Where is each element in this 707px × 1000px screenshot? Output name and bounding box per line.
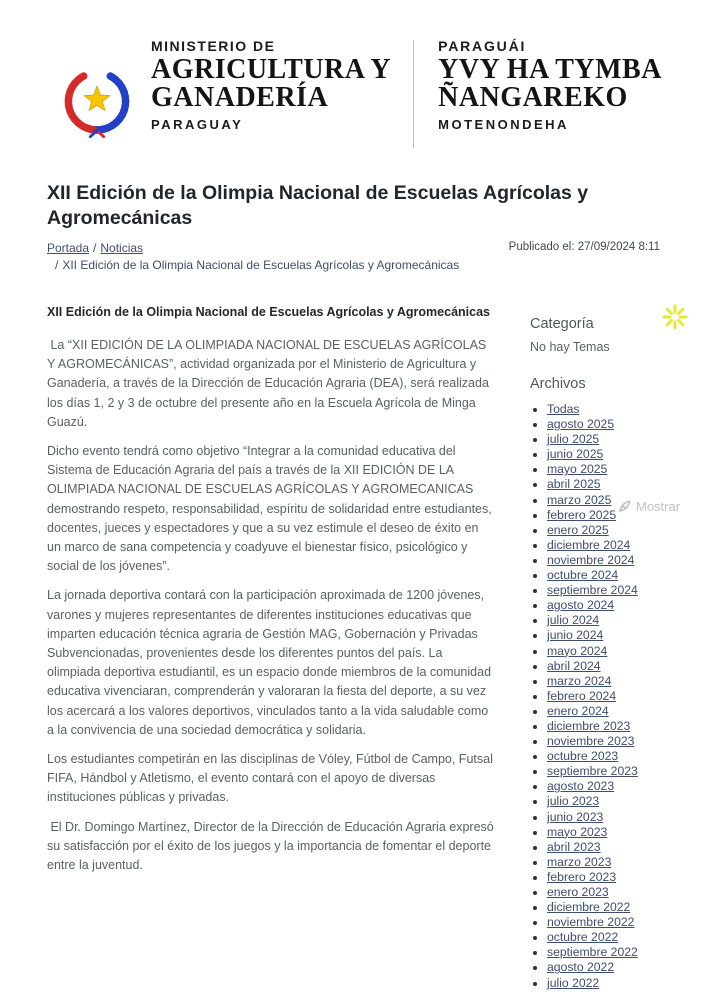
archive-link[interactable]: noviembre 2024 <box>547 552 635 567</box>
category-empty-text: No hay Temas <box>530 340 610 354</box>
archive-link[interactable]: septiembre 2024 <box>547 583 638 598</box>
archive-list-item <box>547 764 660 779</box>
archive-list-item <box>547 794 660 809</box>
archive-link[interactable]: agosto 2024 <box>547 598 615 613</box>
ministry-name-line1: AGRICULTURA Y <box>151 54 392 85</box>
archive-list-item <box>547 689 660 704</box>
archive-link[interactable]: mayo 2025 <box>547 462 608 477</box>
archive-link[interactable]: febrero 2024 <box>547 688 617 703</box>
archive-link[interactable]: julio 2024 <box>547 613 600 628</box>
accessibility-widget-button[interactable] <box>661 303 689 331</box>
sidebar <box>530 304 660 1000</box>
archive-link[interactable]: julio 2023 <box>547 794 600 809</box>
archive-list-item <box>547 462 660 477</box>
archive-list-item <box>547 779 660 794</box>
archive-link[interactable]: septiembre 2022 <box>547 945 638 960</box>
article-paragraph: La jornada deportiva contará con la participación aproximada de 1200 jóvenes, varones y mujeres representantes de diferentes instituciones educativas que imparten educación técnica agraria de Gestión MAG, Gobernación y Privadas Subvencionadas, provenientes desde los diferentes puntos del país. La olimpiada deportiva estudiantil, es un espacio donde miembros de la comunidad educativa vivenciaran, comprenderán y valoraran la fiesta del deporte, a su vez los acercará a los valores deportivos, vinculados tanto a la vida saludable como a la convivencia de una sociedad democrática y solidaria. <box>47 588 492 737</box>
archive-link[interactable]: julio 2025 <box>547 432 600 447</box>
guarani-name-line1: YVY HA TYMBA <box>438 54 662 85</box>
archive-list-item <box>547 704 660 719</box>
guarani-kicker: PARAGUÁI <box>438 38 527 54</box>
archive-list-item <box>547 930 660 945</box>
archive-link[interactable]: enero 2023 <box>547 885 609 899</box>
archives-heading: Archivos <box>530 376 586 392</box>
archive-link[interactable]: octubre 2024 <box>547 568 619 583</box>
archives-list <box>530 402 660 991</box>
archive-link[interactable]: abril 2024 <box>547 658 601 673</box>
ministry-logo-text <box>151 38 391 132</box>
archive-list-item <box>547 870 660 885</box>
breadcrumb-link-portada[interactable]: Portada <box>47 241 90 255</box>
published-date: Publicado el: 27/09/2024 8:11 <box>508 241 660 253</box>
guarani-logo-text <box>438 38 662 132</box>
archive-list-item <box>547 855 660 870</box>
archive-list-item <box>547 568 660 583</box>
archive-link[interactable]: junio 2024 <box>547 628 604 643</box>
guarani-foot: MOTENONDEHA <box>438 117 569 132</box>
archive-list-item <box>547 432 660 447</box>
archive-link[interactable]: noviembre 2023 <box>547 734 635 749</box>
mostrar-overlay-button[interactable] <box>617 499 680 514</box>
archive-link[interactable]: agosto 2022 <box>547 960 615 975</box>
ministry-name-line2: GANADERÍA <box>151 82 329 113</box>
archive-list-item <box>547 734 660 749</box>
article-paragraph: Dicho evento tendrá como objetivo “Integrar a la comunidad educativa del Sistema de Educación Agraria del país a través de la XII EDICIÓN DE LA OLIMPIADA NACIONAL DE ESCUELAS AGRÍCOLAS Y AGROMECANICAS demostrando respeto, responsabilidad, espíritu de solidaridad entre estudiantes, docentes, jueces y espectadores y que a su vez estimule el deseo de éxito en un marco de sana competencia y coadyuve el bienestar físico, psicológico y social de los jóvenes”. <box>47 444 492 574</box>
archive-link[interactable]: enero 2024 <box>547 703 609 718</box>
archive-list-item <box>547 659 660 674</box>
archive-list-item <box>547 447 660 462</box>
breadcrumb-separator: / <box>93 241 97 255</box>
article-paragraph: La “XII EDICIÓN DE LA OLIMPIADA NACIONAL DE ESCUELAS AGRÍCOLAS Y AGROMECÁNICAS”, actividad organizada por el Ministerio de Agricultura y Ganadería, a través de la Dirección de Educación Agraria (DEA), será realizada los días 1, 2 y 3 de octubre del presente año en la Escuela Agrícola de Minga Guazú. <box>47 338 489 429</box>
archive-list-item <box>547 825 660 840</box>
archive-list-item <box>547 477 660 492</box>
archive-list-item <box>547 749 660 764</box>
archive-link[interactable]: agosto 2025 <box>547 417 615 432</box>
archive-link[interactable]: octubre 2022 <box>547 930 619 945</box>
page-title: XII Edición de la Olimpia Nacional de Escuelas Agrícolas y Agromecánicas <box>47 182 589 229</box>
article-paragraph: Los estudiantes competirán en las disciplinas de Vóley, Fútbol de Campo, Futsal FIFA, Hándbol y Atletismo, el evento contará con el apoyo de diversas instituciones públicas y privadas. <box>47 752 493 805</box>
archive-list-item <box>547 976 660 991</box>
breadcrumb <box>47 240 459 274</box>
archive-link[interactable]: agosto 2023 <box>547 779 615 794</box>
archive-link[interactable]: marzo 2023 <box>547 854 612 869</box>
archive-list-item <box>547 553 660 568</box>
header-divider <box>413 40 414 148</box>
archive-link[interactable]: abril 2025 <box>547 477 601 492</box>
breadcrumb-separator: / <box>55 258 59 272</box>
archive-link[interactable]: junio 2023 <box>547 809 604 824</box>
archive-link[interactable]: marzo 2024 <box>547 673 612 688</box>
archive-link[interactable]: mayo 2023 <box>547 824 608 839</box>
archive-link[interactable]: junio 2025 <box>547 447 604 462</box>
archive-list-item <box>547 960 660 975</box>
archive-list-item <box>547 417 660 432</box>
breadcrumb-current: XII Edición de la Olimpia Nacional de Escuelas Agrícolas y Agromecánicas <box>62 258 460 272</box>
archive-link[interactable]: mayo 2024 <box>547 643 608 658</box>
archive-link[interactable]: julio 2022 <box>547 975 600 990</box>
paraguay-coat-of-arms-icon <box>55 50 139 146</box>
guarani-name-line2: ÑANGAREKO <box>438 82 628 113</box>
category-heading: Categoría <box>530 316 594 332</box>
archive-list-item <box>547 900 660 915</box>
article <box>47 304 494 1000</box>
archive-list-item <box>547 810 660 825</box>
archive-link[interactable]: Todas <box>547 402 580 416</box>
archive-list-item <box>547 598 660 613</box>
ministry-country: PARAGUAY <box>151 117 244 132</box>
archive-link[interactable]: enero 2025 <box>547 522 609 537</box>
archive-link[interactable]: abril 2023 <box>547 839 601 854</box>
archive-link[interactable]: septiembre 2023 <box>547 764 638 779</box>
breadcrumb-link-noticias[interactable]: Noticias <box>100 241 144 255</box>
archive-list-item <box>547 885 660 900</box>
archive-list-item <box>547 402 660 417</box>
archive-list-item <box>547 613 660 628</box>
archive-list-item <box>547 583 660 598</box>
article-paragraph: El Dr. Domingo Martínez, Director de la Dirección de Educación Agraria expresó su satisfacción por el éxito de los juegos y la importancia de fomentar el deporte entre la juventud. <box>47 819 494 873</box>
archive-list-item <box>547 538 660 553</box>
site-header <box>0 0 707 148</box>
archive-link[interactable]: diciembre 2024 <box>547 537 631 552</box>
article-heading: XII Edición de la Olimpia Nacional de Escuelas Agrícolas y Agromecánicas <box>47 305 490 319</box>
article-body <box>47 336 494 875</box>
archive-list-item <box>547 915 660 930</box>
archive-list-item <box>547 644 660 659</box>
archive-link[interactable]: diciembre 2022 <box>547 900 631 915</box>
asterisk-icon <box>661 303 689 331</box>
archive-link[interactable]: marzo 2025 <box>547 492 612 507</box>
archive-link[interactable]: febrero 2023 <box>547 869 617 884</box>
archive-link[interactable]: diciembre 2023 <box>547 718 631 733</box>
mostrar-label: Mostrar <box>636 499 681 514</box>
archive-list-item <box>547 840 660 855</box>
archive-link[interactable]: febrero 2025 <box>547 507 617 522</box>
archive-list-item <box>547 523 660 538</box>
archive-list-item <box>547 719 660 734</box>
archive-list-item <box>547 674 660 689</box>
archive-list-item <box>547 628 660 643</box>
archive-list-item <box>547 945 660 960</box>
mostrar-icon <box>617 499 632 514</box>
ministry-kicker: MINISTERIO DE <box>151 38 276 54</box>
archive-link[interactable]: noviembre 2022 <box>547 915 635 930</box>
archive-link[interactable]: octubre 2023 <box>547 749 619 764</box>
